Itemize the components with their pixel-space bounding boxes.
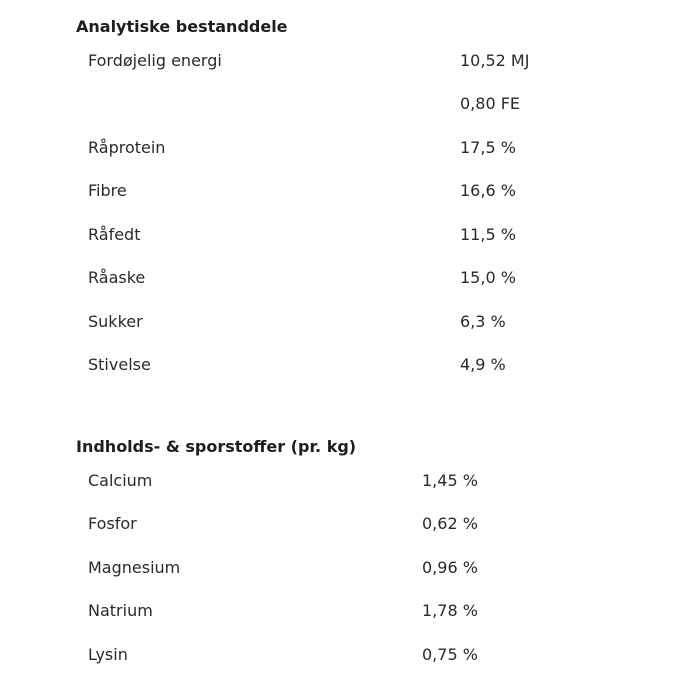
row-value: 11,5 % — [460, 225, 516, 244]
row-label: Fordøjelig energi — [88, 51, 222, 70]
table-row — [0, 310, 700, 334]
table-row — [0, 556, 700, 580]
row-value: 0,75 % — [422, 645, 478, 664]
row-label: Fosfor — [88, 514, 137, 533]
table-row — [0, 92, 700, 116]
row-label: Lysin — [88, 645, 128, 664]
row-value: 0,62 % — [422, 514, 478, 533]
table-row — [0, 599, 700, 623]
row-label: Magnesium — [88, 558, 181, 577]
row-value: 1,45 % — [422, 471, 478, 490]
table-row — [0, 512, 700, 536]
row-label: Calcium — [88, 471, 153, 490]
table-row — [0, 49, 700, 73]
row-label: Stivelse — [88, 355, 151, 374]
row-value: 1,78 % — [422, 601, 478, 620]
row-label: Råaske — [88, 268, 146, 287]
row-value: 0,96 % — [422, 558, 478, 577]
table-row — [0, 266, 700, 290]
row-value: 6,3 % — [460, 312, 506, 331]
table-row — [0, 643, 700, 667]
table-row — [0, 179, 700, 203]
row-label: Råprotein — [88, 138, 166, 157]
row-value: 0,80 FE — [460, 94, 521, 113]
row-label: Natrium — [88, 601, 153, 620]
row-value: 16,6 % — [460, 181, 516, 200]
row-label: Råfedt — [88, 225, 141, 244]
table-row — [0, 353, 700, 377]
row-label: Sukker — [88, 312, 143, 331]
row-label: Fibre — [88, 181, 127, 200]
table-row — [0, 223, 700, 247]
row-value: 15,0 % — [460, 268, 516, 287]
table-row — [0, 469, 700, 493]
table-row — [0, 136, 700, 160]
row-value: 10,52 MJ — [460, 51, 530, 70]
analytics-title: Analytiske bestanddele — [76, 17, 288, 36]
minerals-title: Indholds- & sporstoffer (pr. kg) — [76, 437, 357, 456]
row-value: 17,5 % — [460, 138, 516, 157]
row-value: 4,9 % — [460, 355, 506, 374]
